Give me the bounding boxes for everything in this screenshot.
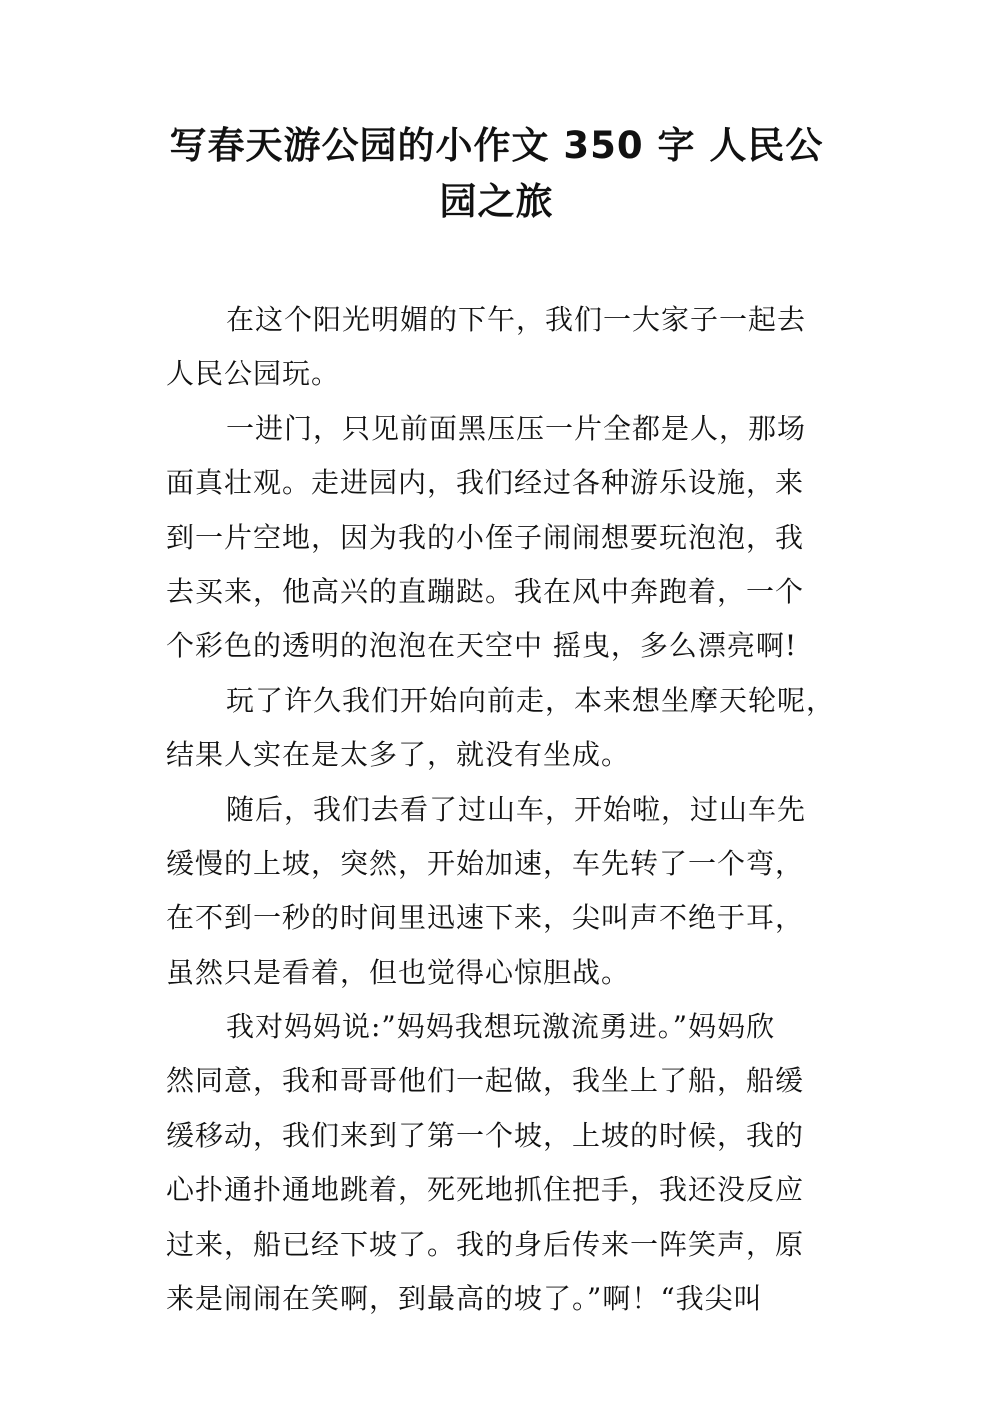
paragraph bbox=[166, 293, 838, 402]
paragraph bbox=[166, 402, 838, 674]
title-line: 园之旅 bbox=[439, 180, 554, 223]
text-line: 心扑通扑通地跳着，死死地抓住把手，我还没反应 bbox=[166, 1173, 805, 1207]
text-line: 到一片空地，因为我的小侄子闹闹想要玩泡泡，我 bbox=[166, 520, 805, 554]
title-line: 写春天游公园的小作文 350 字 人民公 bbox=[169, 124, 824, 167]
text-line: 缓慢的上坡，突然，开始加速，车先转了一个弯， bbox=[166, 846, 805, 880]
text-line: 人民公园玩。 bbox=[166, 357, 341, 391]
text-line: 一进门，只见前面黑压压一片全都是人，那场 bbox=[226, 411, 807, 445]
text-line: 然同意，我和哥哥他们一起做，我坐上了船，船缓 bbox=[166, 1064, 805, 1098]
text-line: 随后，我们去看了过山车，开始啦，过山车先 bbox=[226, 792, 807, 826]
text-line: 虽然只是看着，但也觉得心惊胆战。 bbox=[166, 955, 631, 989]
text-line: 去买来，他高兴的直蹦跶。我在风中奔跑着，一个 bbox=[166, 574, 805, 608]
text-line: 在这个阳光明媚的下午，我们一大家子一起去 bbox=[226, 303, 807, 336]
text-line: 我对妈妈说:”妈妈我想玩激流勇进。”妈妈欣 bbox=[226, 1010, 776, 1044]
text-line: 结果人实在是太多了，就没有坐成。 bbox=[166, 738, 631, 772]
document-title bbox=[150, 118, 843, 230]
text-line: 玩了许久我们开始向前走，本来想坐摩天轮呢， bbox=[226, 683, 836, 717]
text-line: 缓移动，我们来到了第一个坡，上坡的时候，我的 bbox=[166, 1118, 805, 1152]
document-body bbox=[166, 293, 838, 1326]
paragraph bbox=[166, 674, 838, 783]
text-line: 来是闹闹在笑啊，到最高的坡了。”啊！“我尖叫 bbox=[166, 1282, 763, 1316]
text-line: 在不到一秒的时间里迅速下来，尖叫声不绝于耳， bbox=[166, 901, 805, 935]
paragraph bbox=[166, 1000, 838, 1326]
paragraph bbox=[166, 783, 838, 1001]
text-line: 过来，船已经下坡了。我的身后传来一阵笑声，原 bbox=[166, 1227, 805, 1261]
text-line: 个彩色的透明的泡泡在天空中 摇曳，多么漂亮啊! bbox=[166, 629, 798, 663]
text-line: 面真壮观。走进园内，我们经过各种游乐设施，来 bbox=[166, 466, 805, 500]
